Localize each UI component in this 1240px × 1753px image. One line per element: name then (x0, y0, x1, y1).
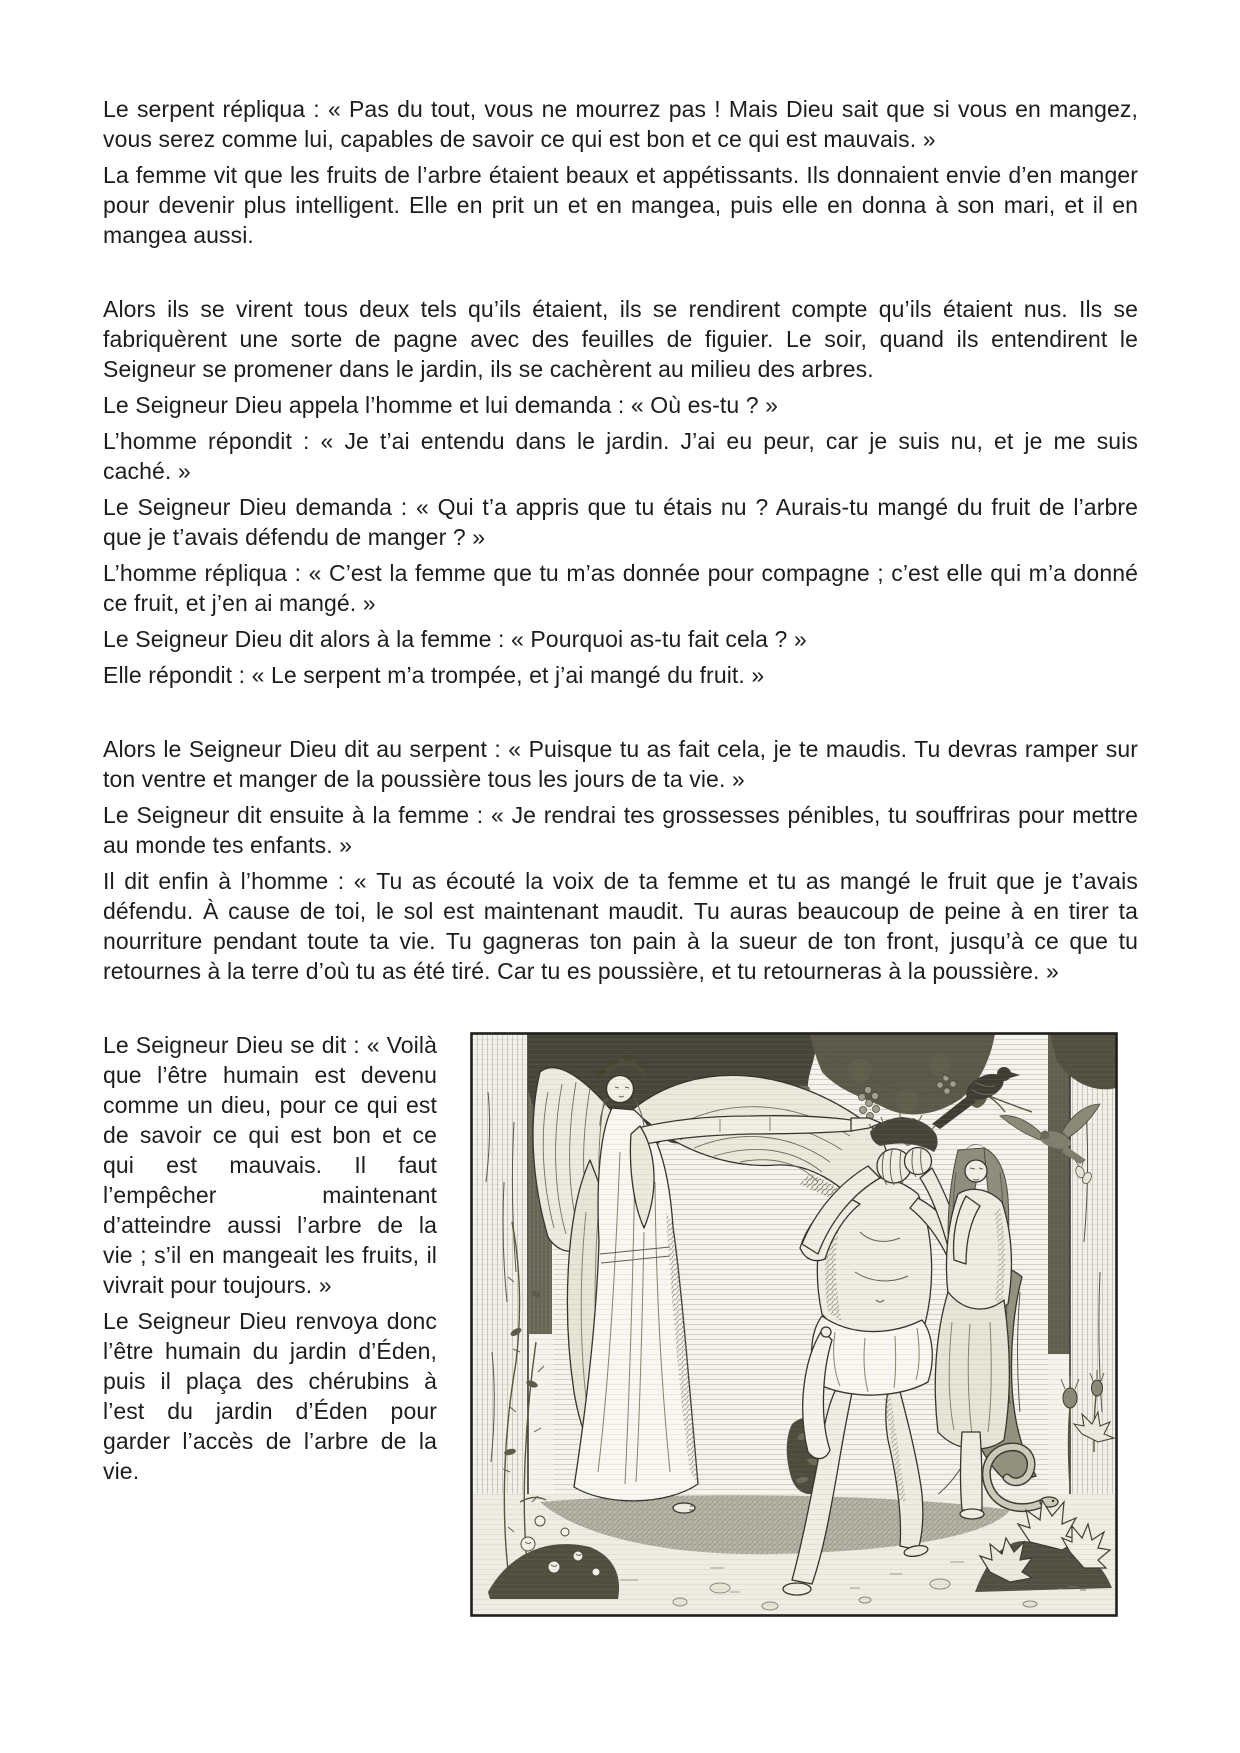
body-text-paragraph: L’homme répliqua : « C’est la femme que tu m’as donnée pour compagne ; c’est elle qui m’a donné ce fruit, et j’en ai mangé. » (103, 560, 1138, 616)
narrow-text-column (103, 1030, 437, 1492)
body-text-paragraph: Le Seigneur dit ensuite à la femme : « Je rendrai tes grossesses pénibles, tu souffriras pour mettre au monde tes enfants. » (103, 802, 1138, 858)
text-section (103, 734, 1138, 986)
text-content (103, 94, 1138, 1617)
body-text-paragraph: Alors le Seigneur Dieu dit au serpent : « Puisque tu as fait cela, je te maudis. Tu devras ramper sur ton ventre et manger de la poussière tous les jours de ta vie. » (103, 736, 1138, 792)
body-text-paragraph: Le Seigneur Dieu demanda : « Qui t’a appris que tu étais nu ? Aurais-tu mangé du fruit de l’arbre que je t’avais défendu de manger ? » (103, 494, 1138, 550)
body-text-paragraph: Le Seigneur Dieu appela l’homme et lui demanda : « Où es-tu ? » (103, 392, 778, 418)
body-text-paragraph: Le Seigneur Dieu renvoya donc l’être humain du jardin d’Éden, puis il plaça des chérubins à l’est du jardin d’Éden pour garder l’accès de l’arbre de la vie. (103, 1308, 437, 1484)
body-text-paragraph: La femme vit que les fruits de l’arbre étaient beaux et appétissants. Ils donnaient envie d’en manger pour devenir plus intelligent. Elle en prit un et en mangea, puis elle en donna à son mari, et il en mangea aussi. (103, 162, 1138, 248)
text-section (103, 294, 1138, 690)
body-text-paragraph: Le Seigneur Dieu se dit : « Voilà que l’être humain est devenu comme un dieu, pour ce qui est de savoir ce qui est bon et ce qui est mauvais. Il faut l’empêcher maintenant d’atteindre aussi l’arbre de la vie ; s’il en mangeait les fruits, il vivrait pour toujours. » (103, 1032, 437, 1298)
text-section (103, 94, 1138, 250)
body-text-paragraph: Le serpent répliqua : « Pas du tout, vous ne mourrez pas ! Mais Dieu sait que si vous en mangez, vous serez comme lui, capables de savoir ce qui est bon et ce qui est mauvais. » (103, 96, 1138, 152)
body-text-paragraph: Il dit enfin à l’homme : « Tu as écouté la voix de ta femme et tu as mangé le fruit que je t’avais défendu. À cause de toi, le sol est maintenant maudit. Tu auras beaucoup de peine à en tirer ta nourriture pendant toute ta vie. Tu gagneras ton pain à la sueur de ton front, jusqu’à ce que tu retournes à la terre d’où tu as été tiré. Car tu es poussière, et tu retourneras à la poussière. » (103, 868, 1138, 984)
body-text-paragraph: Alors ils se virent tous deux tels qu’ils étaient, ils se rendirent compte qu’ils étaient nus. Ils se fabriquèrent une sorte de pagne avec des feuilles de figuier. Le soir, quand ils entendirent le Seigneur se promener dans le jardin, ils se cachèrent au milieu des arbres. (103, 296, 1138, 382)
body-text-paragraph: Elle répondit : « Le serpent m’a trompée, et j’ai mangé du fruit. » (103, 662, 765, 688)
body-text-paragraph: Le Seigneur Dieu dit alors à la femme : « Pourquoi as-tu fait cela ? » (103, 626, 807, 652)
text-and-image-section (103, 1030, 1138, 1617)
body-text-paragraph: L’homme répondit : « Je t’ai entendu dans le jardin. J’ai eu peur, car je suis nu, et je me suis caché. » (103, 428, 1138, 484)
expulsion-engraving (470, 1032, 1118, 1617)
